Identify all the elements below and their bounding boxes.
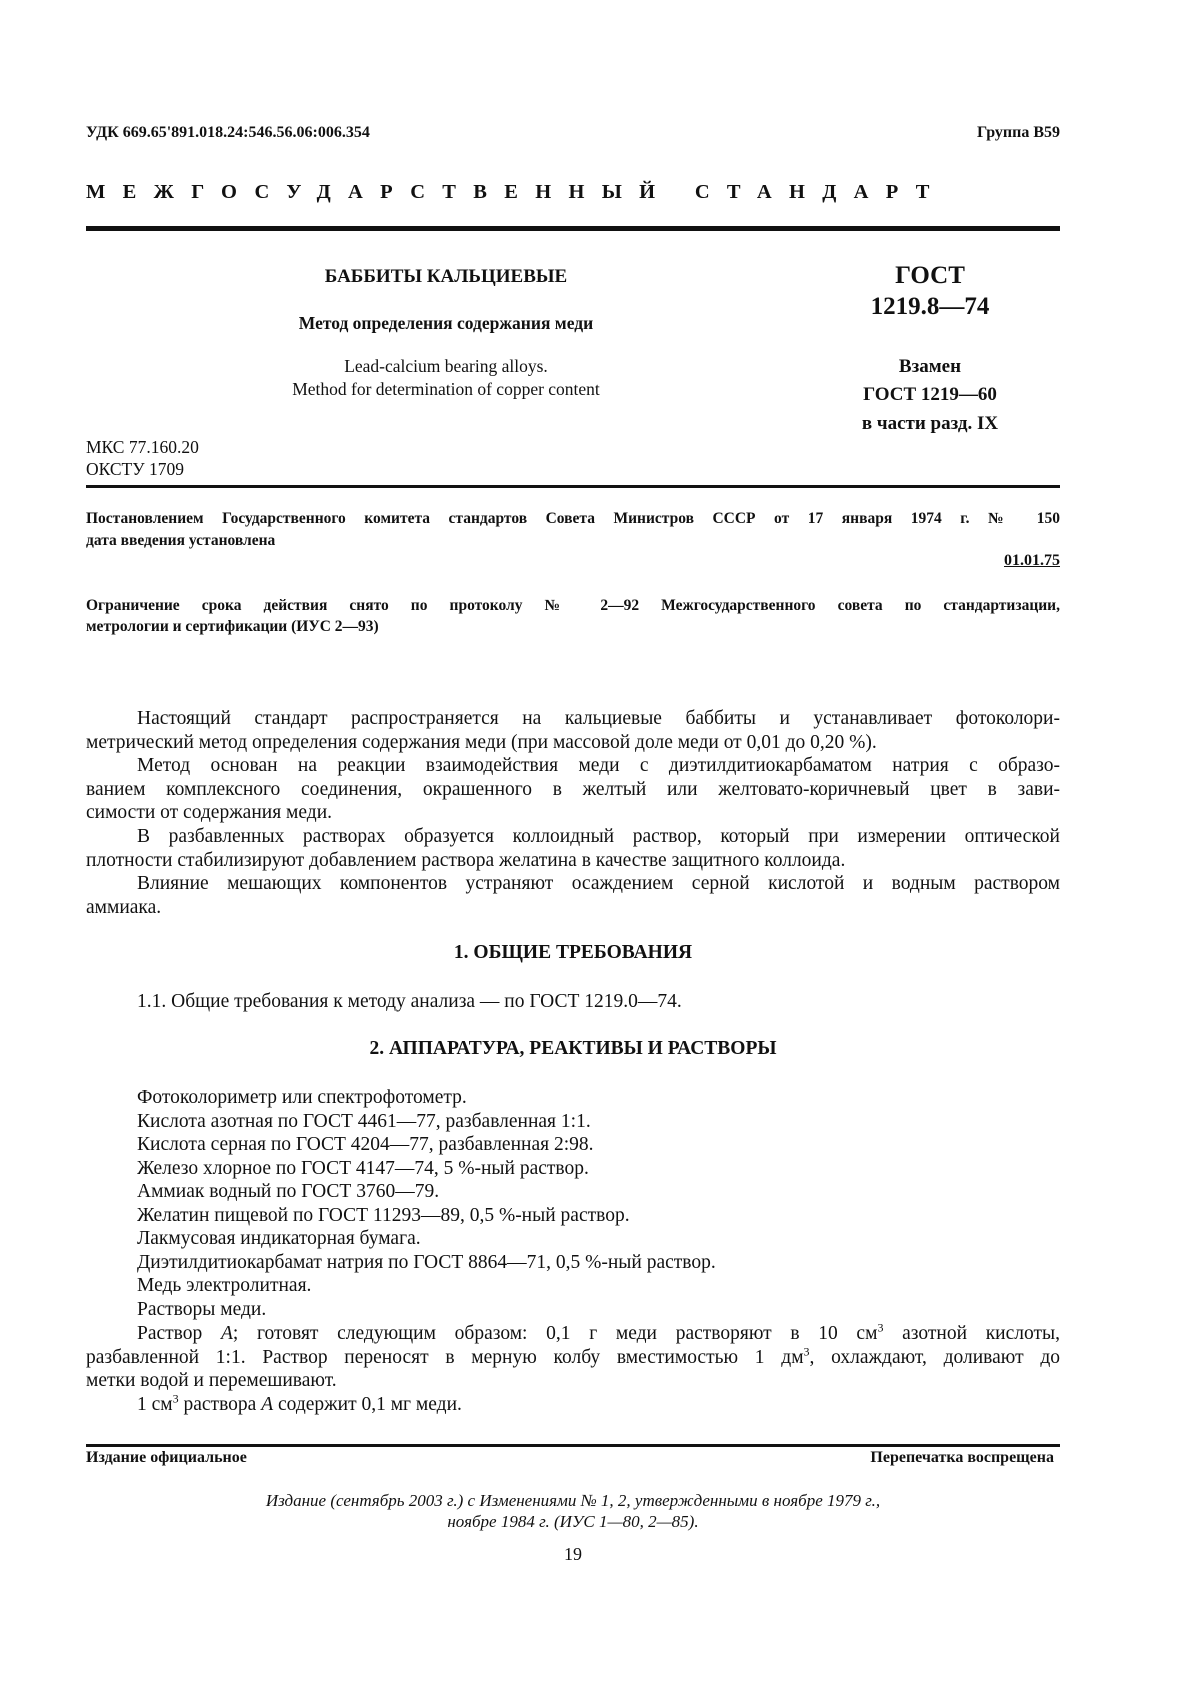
replaces-part: в части разд. IX [861,413,999,434]
list-item: Кислота азотная по ГОСТ 4461—77, разбавленная 1:1. [137,1110,591,1132]
list-item: Медь электролитная. [137,1275,312,1296]
document-subtitle: Метод определения содержания меди [298,313,594,333]
page-number: 19 [564,1544,582,1564]
section-2-title: 2. АППАРАТУРА, РЕАКТИВЫ И РАСТВОРЫ [369,1038,777,1059]
footer-rule [86,1444,1060,1447]
udk-code: УДК 669.65'891.018.24:546.56.06:006.354 [86,124,370,141]
top-rule [86,226,1060,231]
list-item: Растворы меди. [137,1298,267,1320]
edition-note-line-2: ноябре 1984 г. (ИУС 1—80, 2—85). [447,1512,699,1531]
official-edition-label: Издание официальное [86,1449,247,1466]
okstu-code: ОКСТУ 1709 [86,459,185,479]
list-item: Аммиак водный по ГОСТ 3760—79. [137,1181,440,1202]
replaces-gost: ГОСТ 1219—60 [863,384,997,405]
section-1-title: 1. ОБЩИЕ ТРЕБОВАНИЯ [453,942,693,963]
list-item: Фотоколориметр или спектрофотометр. [137,1087,467,1108]
gost-number: 1219.8—74 [870,293,990,320]
decree-line-2: дата введения установлена [86,532,276,549]
gost-label: ГОСТ [895,262,965,289]
edition-note-line-1: Издание (сентябрь 2003 г.) с Изменениями № 1, 2, утвержденными в ноябре 1979 г., [265,1491,881,1510]
introduction-date: 01.01.75 [1004,552,1060,569]
mks-code: МКС 77.160.20 [86,437,199,457]
solution-a-paragraph: Раствор А; готовят следующим образом: 0,1 г меди растворяют в 10 $см^3$ азотной кислоты, разбавленной 1:1. Раствор переносят в мерную колбу вместимостью 1 $дм^3$, охлаждают, доливают до метки водой и перемешивают. [86,1320,1060,1391]
solution-a-content: 1 $см^3$ раствора А содержит 0,1 мг меди. [137,1391,462,1415]
title-rule [86,485,1060,488]
english-title-line-2: Method for determination of copper content [292,379,600,399]
section-1-item: 1.1. Общие требования к методу анализа — по ГОСТ 1219.0—74. [137,991,682,1012]
document-title: БАББИТЫ КАЛЬЦИЕВЫЕ [324,266,568,287]
list-item: Желатин пищевой по ГОСТ 11293—89, 0,5 %-ный раствор. [137,1204,630,1226]
reprint-prohibited-label: Перепечатка воспрещена [870,1449,1054,1466]
list-item: Лакмусовая индикаторная бумага. [137,1228,421,1249]
list-item: Железо хлорное по ГОСТ 4147—74, 5 %-ный раствор. [137,1157,589,1179]
list-item: Кислота серная по ГОСТ 4204—77, разбавленная 2:98. [137,1134,594,1155]
list-item: Диэтилдитиокарбамат натрия по ГОСТ 8864—71, 0,5 %-ный раствор. [137,1251,716,1273]
replaces-label: Взамен [898,356,962,377]
restriction-line-2: метрологии и сертификации (ИУС 2—93) [86,618,379,635]
restriction-line-1: Ограничение срока действия снято по протоколу № 2—92 Межгосударственного совета по стандартизации, [86,597,1060,614]
intro-paragraph-2: Метод основан на реакции взаимодействия меди с диэтилдитиокарбаматом натрия с образо- ванием комплексного соединения, окрашенного в желтый или желтовато-коричневый цвет в зави- симости от содержания меди. [86,755,1060,823]
decree-line-1: Постановлением Государственного комитета стандартов Совета Министров СССР от 17 января 1974 г. № 150 [86,510,1060,527]
group-code: Группа В59 [977,124,1060,141]
intro-paragraph-3: В разбавленных растворах образуется коллоидный раствор, который при измерении оптической плотности стабилизируют добавлением раствора желатина в качестве защитного коллоида. [86,826,1060,871]
english-title-line-1: Lead-calcium bearing alloys. [344,356,548,376]
reagent-list [137,1086,1060,1321]
standard-banner: МЕЖГОСУДАРСТВЕННЫЙ СТАНДАРТ [86,181,947,203]
intro-paragraph-1: Настоящий стандарт распространяется на кальциевые баббиты и устанавливает фотоколори- метрический метод определения содержания меди (при массовой доле меди от 0,01 до 0,20 %). [86,708,1060,753]
intro-paragraph-4: Влияние мешающих компонентов устраняют осаждением серной кислотой и водным раствором аммиака. [86,873,1060,918]
